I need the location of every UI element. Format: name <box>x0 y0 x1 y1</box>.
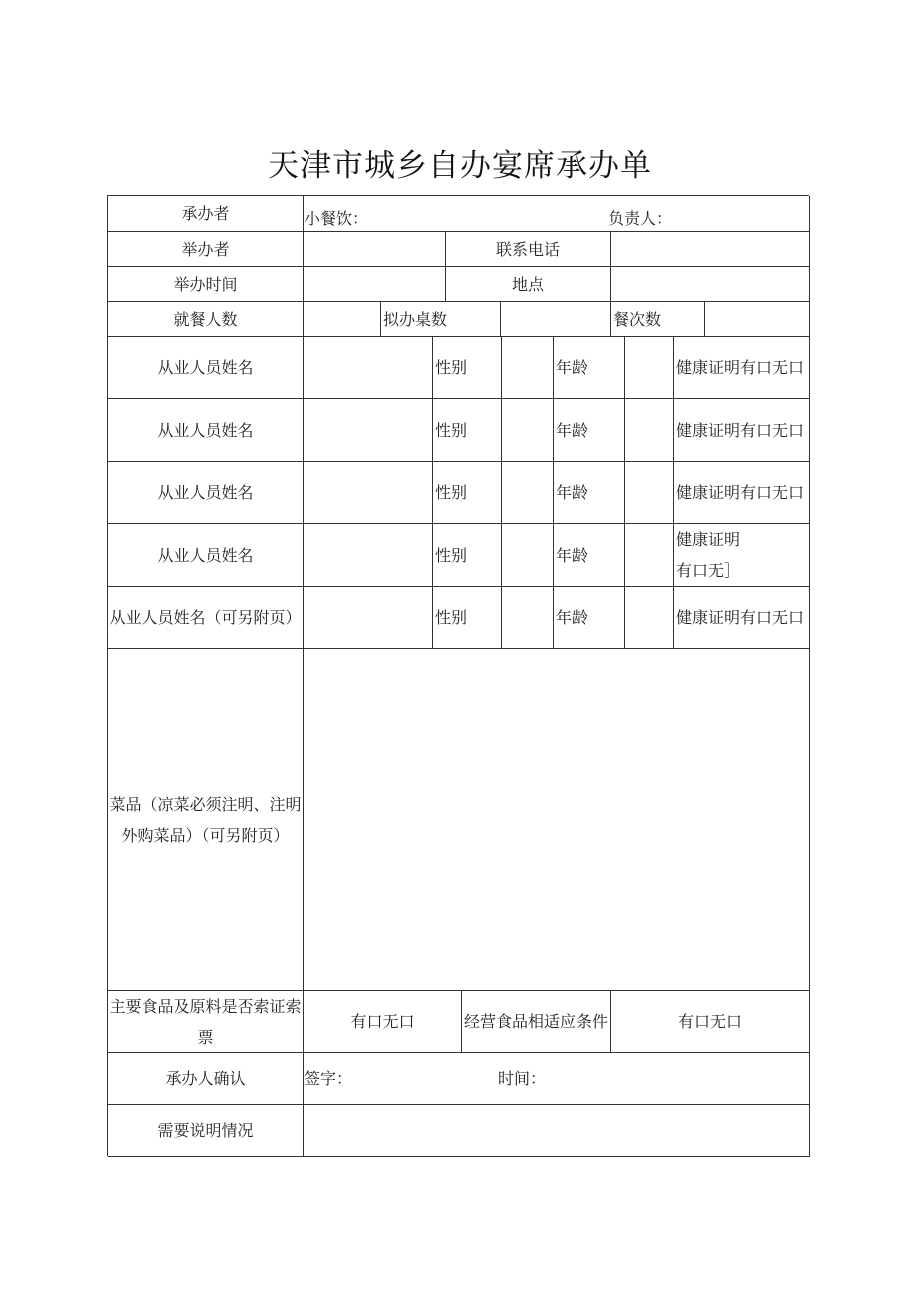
staff-name-label-cell <box>108 399 304 462</box>
host-label-cell <box>108 232 304 267</box>
staff-name-value-cell[interactable] <box>304 587 433 649</box>
location-label: 地点 <box>511 274 544 294</box>
staff-name-label-cell <box>108 587 304 649</box>
responsible-person-label: 负责人： <box>608 209 673 228</box>
phone-value-cell[interactable] <box>611 232 810 267</box>
staff-health-cell[interactable] <box>674 337 810 399</box>
page-title: 天津市城乡自办宴席承办单 <box>268 148 652 184</box>
meals-label-cell <box>611 302 705 337</box>
staff-health-label: 健康证明有口无口 <box>676 608 805 627</box>
confirm-time-label: 时间： <box>498 1069 547 1088</box>
time-label: 举办时间 <box>173 274 238 294</box>
small-catering-label: 小餐饮： <box>304 209 369 228</box>
staff-name-value-cell[interactable] <box>304 524 433 587</box>
organizer-label-cell <box>108 196 304 232</box>
dishes-value-cell[interactable] <box>304 649 810 991</box>
confirm-label-cell <box>108 1053 304 1105</box>
staff-name-label: 从业人员姓名 <box>157 483 254 502</box>
location-value-cell[interactable] <box>611 267 810 302</box>
organizer-label: 承办者 <box>181 204 230 223</box>
ingredients-value: 有口无口 <box>350 1012 415 1031</box>
staff-name-value-cell[interactable] <box>304 399 433 462</box>
staff-name-value-cell[interactable] <box>304 462 433 524</box>
staff-health-label: 健康证明有口无］ <box>676 530 741 580</box>
catering-form-table <box>107 195 809 1156</box>
diners-value-cell[interactable] <box>304 302 381 337</box>
staff-age-label: 年龄 <box>556 545 589 565</box>
conditions-value-cell[interactable] <box>611 991 810 1053</box>
staff-gender-value-cell[interactable] <box>502 337 554 399</box>
location-label-cell <box>446 267 611 302</box>
notes-label: 需要说明情况 <box>157 1121 254 1140</box>
time-label-cell <box>108 267 304 302</box>
staff-age-value-cell[interactable] <box>625 587 674 649</box>
dishes-label-cell <box>108 649 304 991</box>
staff-name-label-cell <box>108 337 304 399</box>
staff-health-label: 健康证明有口无口 <box>676 358 805 377</box>
tables-value-cell[interactable] <box>501 302 611 337</box>
staff-name-label: 从业人员姓名 <box>157 420 254 440</box>
staff-gender-value-cell[interactable] <box>502 587 554 649</box>
staff-age-label-cell <box>554 524 625 587</box>
staff-health-cell[interactable] <box>674 399 810 462</box>
staff-gender-label: 性别 <box>435 358 468 377</box>
staff-gender-label: 性别 <box>435 608 468 627</box>
meals-value-cell[interactable] <box>705 302 810 337</box>
conditions-label: 经营食品相适应条件 <box>463 1012 608 1031</box>
organizer-value-cell[interactable] <box>304 196 810 232</box>
ingredients-value-cell[interactable] <box>304 991 462 1053</box>
host-label: 举办者 <box>181 239 230 259</box>
staff-name-label-cell <box>108 524 304 587</box>
staff-health-cell[interactable] <box>674 524 810 587</box>
staff-gender-value-cell[interactable] <box>502 399 554 462</box>
staff-age-label: 年龄 <box>556 358 589 377</box>
diners-label-cell <box>108 302 304 337</box>
staff-age-label-cell <box>554 587 625 649</box>
dishes-label: 菜品（凉菜必须注明、注明外购菜品）（可另附页） <box>109 794 302 845</box>
staff-health-cell[interactable] <box>674 462 810 524</box>
staff-gender-label: 性别 <box>435 545 468 565</box>
staff-name-label: 从业人员姓名（可另附页） <box>109 608 302 627</box>
staff-health-label: 健康证明有口无口 <box>676 483 805 502</box>
staff-name-label-cell <box>108 462 304 524</box>
staff-age-label: 年龄 <box>556 420 589 440</box>
staff-health-cell[interactable] <box>674 587 810 649</box>
staff-name-value-cell[interactable] <box>304 337 433 399</box>
staff-age-value-cell[interactable] <box>625 399 674 462</box>
staff-age-label-cell <box>554 337 625 399</box>
meals-label: 餐次数 <box>613 309 662 329</box>
phone-label-cell <box>446 232 611 267</box>
staff-age-label: 年龄 <box>556 483 589 502</box>
confirm-label: 承办人确认 <box>165 1069 246 1088</box>
notes-label-cell <box>108 1105 304 1157</box>
staff-health-label: 健康证明有口无口 <box>676 420 805 440</box>
ingredients-label: 主要食品及原料是否索证索票 <box>109 996 302 1047</box>
staff-age-label-cell <box>554 399 625 462</box>
staff-age-value-cell[interactable] <box>625 524 674 587</box>
staff-gender-label-cell <box>433 524 502 587</box>
staff-gender-label-cell <box>433 337 502 399</box>
staff-gender-label: 性别 <box>435 420 468 440</box>
staff-gender-label-cell <box>433 399 502 462</box>
staff-age-value-cell[interactable] <box>625 337 674 399</box>
staff-gender-value-cell[interactable] <box>502 524 554 587</box>
conditions-value: 有口无口 <box>677 1012 742 1031</box>
staff-gender-label-cell <box>433 587 502 649</box>
staff-age-label: 年龄 <box>556 608 589 627</box>
ingredients-label-cell <box>108 991 304 1053</box>
staff-gender-label-cell <box>433 462 502 524</box>
confirm-value-cell[interactable] <box>304 1053 810 1105</box>
staff-gender-label: 性别 <box>435 483 468 502</box>
staff-gender-value-cell[interactable] <box>502 462 554 524</box>
staff-age-label-cell <box>554 462 625 524</box>
tables-label: 拟办桌数 <box>383 309 448 329</box>
notes-value-cell[interactable] <box>304 1105 810 1157</box>
time-value-cell[interactable] <box>304 267 446 302</box>
tables-label-cell <box>381 302 501 337</box>
host-value-cell[interactable] <box>304 232 446 267</box>
staff-name-label: 从业人员姓名 <box>157 545 254 565</box>
signature-label: 签字： <box>304 1069 353 1088</box>
phone-label: 联系电话 <box>495 239 560 259</box>
staff-age-value-cell[interactable] <box>625 462 674 524</box>
staff-name-label: 从业人员姓名 <box>157 358 254 377</box>
diners-label: 就餐人数 <box>173 309 238 329</box>
conditions-label-cell <box>462 991 611 1053</box>
